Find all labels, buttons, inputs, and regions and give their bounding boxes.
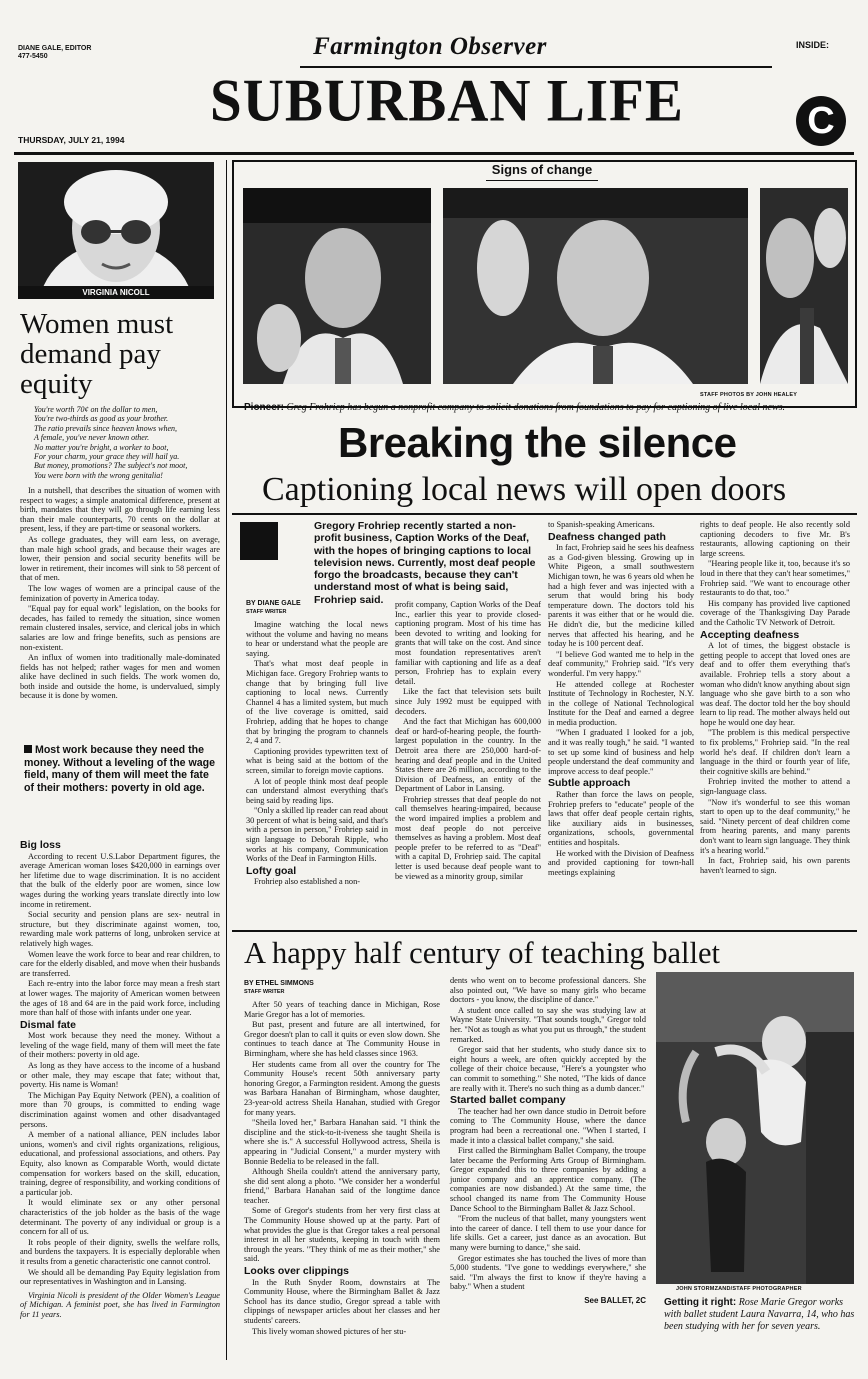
poem-line: You're two-thirds as good as your brother. (34, 414, 169, 424)
paragraph: In fact, Frohriep said he sees his deafness as a God-given blessing. Growing up in White Pigeon, a small southwestern Michigan town, he was 6 years old when he had a high fever and was injected with a serum that would bring his body temperature down. The doctors told his parents it was either that or he would die. He didn't die, but the medicine killed nerves that affected his hearing, and he today he is 100 percent deaf. (548, 543, 694, 649)
paragraph: His company has provided live captioned coverage of the Thanksgiving Day Parade and the Catholic TV Network of Detroit. (700, 598, 850, 627)
paragraph: A member of a national alliance, PEN includes labor unions, women's and civil rights organizations, religious, educational, and professional associations, and others. Pay Equity, also known as Comparable Worth, would dictate compensation for workers based on the skill, education, training, degree of responsibility, and working conditions of a particular job. (20, 1130, 220, 1197)
pullquote-text: Most work because they need the money. Without a leveling of the wage field, many of them will meet the fate of their mothers: poverty in old age. (24, 744, 216, 794)
column-subhead: Dismal fate (20, 1018, 77, 1031)
paragraph: Women leave the work force to bear and rear children, to care for the elderly disabled, and move when their husbands are transferred. (20, 949, 220, 978)
paragraph: Most work because they need the money. Without a leveling of the wage field, many of them will meet the fate of their mothers: poverty in old age. (20, 1031, 220, 1060)
paragraph: to Spanish-speaking Americans. (548, 520, 655, 529)
deaf-subheadline: Captioning local news will open doors (262, 471, 787, 508)
paragraph: A student once called to say she was studying law at Wayne State University. "That sounds tough," Gregor told her. "Not as tough as what you put us through," the student remarked. (450, 1005, 646, 1044)
columnist-name-bar: VIRGINIA NICOLL (18, 286, 214, 299)
ballet-column-2 (450, 976, 646, 1306)
paragraph: As long as they have access to the income of a husband or other male, they may escape that fate; without that, poverty. His name is Woman! (20, 1061, 220, 1090)
columnist-portrait-illustration (18, 162, 214, 298)
masthead-bottom-rule (14, 152, 854, 155)
ballet-caption (664, 1297, 858, 1333)
deaf-column-3 (548, 520, 694, 878)
paragraph: Frohriep stresses that deaf people do not call themselves hearing-impaired, because the word impaired implies a problem and most deaf people do not perceive themselves as having a problem. Most deaf people prefer to be referred to as "Deaf" with a capital D, Frohriep said. The capital letter is used because deaf people want to be viewed as a minority group, similar (395, 794, 541, 881)
paragraph: "Now it's wonderful to see this woman start to open up to the deaf community," he said. "Ninety percent of deaf children come from hearing parents, and many parents don't want to learn sign language. They think it's a hearing world." (700, 797, 850, 855)
photo-credit: STAFF PHOTOS BY JOHN HEALEY (700, 392, 798, 398)
caption-text: Rose Marie Gregor works with ballet student Laura Navarra, 14, who has been studying with her for seven years. (664, 1297, 855, 1332)
ballet-lesson-illustration (656, 972, 854, 1284)
poem-line: A female, you've never known other. (34, 433, 150, 443)
paragraph: "Sheila loved her," Barbara Hanahan said. "I think the discipline and the stick-to-it-iveness she taught Sheila is where she is." A successful Hollywood actress, Sheila is appearing in "Judicial Consent," a murder mystery with Bonnie Bedelia to be released in the fall. (244, 1118, 440, 1166)
paragraph: A lot of times, the biggest obstacle is getting people to accept that loved ones are deaf and to offer them everything that's available. Frohriep tells a story about a woman who didn't know anything about sign language who she gave birth to a son who was deaf. The doctor told her the boy should learn to lip read. The mother always held out hope he would one day hear. (700, 641, 850, 727)
paragraph: Rather than force the laws on people, Frohriep prefers to "educate" people of the laws that offer deaf people certain rights, like auxiliary aids in businesses, organizations, schools, governmental entities and hospitals. (548, 790, 694, 847)
column-pullquote (24, 744, 220, 794)
paragraph: A lot of people think most deaf people can understand almost everything that's being said by reading lips. (246, 776, 388, 805)
paragraph: That's what most deaf people in Michigan face. Gregory Frohriep wants to change that by bringing full live captioning to local news. Currently Channel 4 has a limited system, but much of the live coverage is omitted, said Frohriep, adding that he hopes to change that by bringing the program to channels 2, 4 and 7. (246, 659, 388, 746)
paragraph: Gregor said that her students, who study dance six to eight hours a week, are often quickly accepted by the college of their choice because, "Here's a youngster who can commit to something." She noted, "The kids of dance are really with it. There's no such thing as a dumb dancer." (450, 1045, 646, 1093)
paragraph: The teacher had her own dance studio in Detroit before coming to The Community House, where the dance program had been a recreational one. "When I started, I made it into a classical ballet company," she said. (450, 1106, 646, 1145)
ballet-byline: BY ETHEL SIMMONS STAFF WRITER (244, 980, 314, 995)
signing-photo-illustration (243, 188, 431, 384)
column-body-1 (20, 486, 220, 702)
deaf-column-2 (395, 600, 541, 882)
ballet-photo (656, 972, 854, 1284)
paragraph: rights to deaf people. He also recently sold captioning decoders to five Mr. B's restaurants, allowing captioning on their large screens. (700, 520, 850, 558)
paragraph: The low wages of women are a principal cause of the feminization of poverty in America today. (20, 583, 220, 603)
paragraph: Each re-entry into the labor force may mean a fresh start at lower wages. The majority of American women between the ages of 18 and 64 are in the paid work force, including more than half of those with infants under one year. (20, 979, 220, 1018)
paragraph: "Equal pay for equal work" legislation, on the books for decades, has failed to remedy the situation, since women remain clustered insales, service, and clerical jobs in which salaries are low and fringe benefits, such as pensions are non-existent. (20, 604, 220, 652)
editor-phone: 477-5450 (18, 53, 48, 60)
paragraph: profit company, Caption Works of the Deaf Inc., earlier this year to provide closed-captioning program. Most of his time has been devoted to writing and looking for grants that will take on the cost. And since most foundation representatives aren't familiar with captioning and life as a deaf person, Frohriep has to explain every detail. (395, 600, 541, 686)
paragraph: dents who went on to become professional dancers. She also pointed out, "We have so many girls who became doctors - you know, the discipline of dance." (450, 976, 646, 1005)
deck-square-icon (240, 522, 278, 560)
caption-label: Getting it right: (664, 1297, 737, 1308)
paragraph: "I believe God wanted me to help in the deaf community," Frohriep said. "It's very wonderful. I'm very happy." (548, 649, 694, 678)
paragraph: Imagine watching the local news without the volume and having no means to hear or understand what the people are saying. (246, 620, 388, 658)
jump-text: See BALLET, 2C (584, 1296, 646, 1305)
deaf-headline: Breaking the silence (338, 419, 737, 466)
ballet-headline: A happy half century of teaching ballet (244, 936, 720, 970)
paragraph: "Only a skilled lip reader can read about 30 percent of what is being said, and that's with a person in person," Frohriep said in sign language to Deborah Ripple, who works at his company, Communication Works of the Deaf in Farmington Hills. (246, 806, 389, 864)
section-title: SUBURBAN LIFE (210, 67, 684, 135)
photo-frohriep-3 (760, 188, 848, 384)
paper-name: Farmington Observer (313, 33, 547, 60)
paragraph: Like the fact that television sets built since July 1992 must be equipped with decoders. (395, 687, 541, 716)
photo-caption (244, 402, 849, 414)
ballet-top-rule (232, 930, 857, 932)
photo-strip-banner: Signs of change (486, 162, 598, 177)
pullquote-square-icon (24, 745, 32, 753)
paragraph: Frohriep also established a non- (254, 877, 360, 887)
poem-line: For your charm, your grace they will hail ya. (34, 452, 180, 462)
caption-text: Greg Frohriep has begun a nonprofit company to solicit donations from foundations to pay for captioning of live local news. (286, 402, 786, 413)
deaf-column-1 (246, 600, 388, 888)
column-footer: Virginia Nicoli is president of the Older Women's League of Michigan. A feminist poet, she has lived in Farmington for 11 years. (20, 1290, 220, 1319)
poem-line: You're worth 70¢ on the dollar to men, (34, 405, 158, 414)
column-headline: Women must demand pay equity (20, 308, 174, 400)
paragraph: "Hearing people like it, too, because it's so loud in there that they can't hear sometimes," Frohriep said. "We want to encourage other restaurants to do that, too." (700, 559, 850, 598)
paragraph: "The problem is this medical perspective to fix problems," Frohriep said. "In the real world he's deaf. If children don't learn a language in the third or fourth year of life, their cognitive skills are behind." (700, 728, 850, 776)
paragraph: As college graduates, they will earn less, on average, than male high school grads, and because their wages are lower, their pension and social security benefits will be lower in retirement, their incomes will sink to 58 percent of that of men. (20, 534, 220, 583)
poem-line: The ratio prevails since heaven knows when, (34, 423, 178, 433)
paragraph: After 50 years of teaching dance in Michigan, Rose Marie Gregor has a lot of memories. (244, 1000, 440, 1019)
paragraph: Some of Gregor's students from her very first class at The Community House showed up at the party. Part of what provides the glue is that Gregor takes a real personal interest in all her students, keeping in touch with them through the years. "They think of me as their mother," she said. (244, 1206, 440, 1264)
paragraph: And the fact that Michigan has 600,000 deaf or hard-of-hearing people, the fourth-largest population in the country. In the Detroit area there are 250,000 hard-of-hearing and deaf people and in the United States there are 26 million, according to the Division of Deafness, an entity of the Department of Labor in Lansing. (395, 717, 541, 794)
issue-date: THURSDAY, JULY 21, 1994 (18, 135, 125, 145)
paragraph: Her students came from all over the country for The Community House's recent 50th anniversary party honoring Gregor, a Farmington resident. Among the guests was Barbara Hanahan of Birmingham, whose daughter, 23-year-old actress Sheila Hanahan, studied with Gregor for many years. (244, 1059, 440, 1117)
paragraph: He worked with the Division of Deafness and provided captioning for town-hall meetings explaining (548, 848, 694, 877)
banner-underline (486, 180, 598, 181)
paragraph: In a nutshell, that describes the situation of women with respect to wages; a simple anatomical difference, present at birth, mandates that they will go through life earning less than their male counterparts, 70 cents on the dollar at present, less, if they are part-time or seasonal workers. (20, 486, 220, 534)
photo-frohriep-1 (243, 188, 431, 384)
column-poem (34, 405, 214, 480)
paragraph: Social security and pension plans are sex- neutral in structure, but they discriminate against women, too, rewarding male work patterns of long, unbroken service at relatively high wages. (20, 910, 220, 948)
headline-rule (232, 513, 857, 515)
paragraph: "When I graduated I looked for a job, and it was really tough," he said. "I wanted to set up some kind of business and help people understand the deaf community and improve access to deaf people." (548, 728, 694, 776)
paragraph: In the Ruth Snyder Room, downstairs at The Community House, where the Birmingham Ballet & Jazz School has its dance studio, Gregor spread a table with clippings of newspaper articles about her classes and her students' careers. (244, 1277, 440, 1325)
paragraph: Gregor estimates she has touched the lives of more than 5,000 students. "I've gone to weddings everywhere," she said. "I'm always the first to know if they're having a baby." When a student (450, 1253, 646, 1292)
editor-name: DIANE GALE, EDITOR (18, 45, 92, 52)
paragraph: But past, present and future are all intertwined, for Gregor doesn't plan to call it quits or even slow down. She continues to teach dance at The Community House in Birmingham, where she has held classes since 1963. (244, 1020, 440, 1058)
caption-label: Pioneer: (244, 402, 285, 413)
signing-photo-illustration (443, 188, 748, 384)
poem-line: You were born with the wrong genitalia! (34, 470, 163, 480)
paragraph: Although Sheila couldn't attend the anniversary party, she did sent along a photo. "We consider her a wonderful friend," Barbara Hanahan said of the longtime dance teacher. (244, 1167, 440, 1205)
paragraph: It would eliminate sex or any other personal characteristics of the job holder as the basis of the wage determinant. The poverty of any individual or group is a concern for all of us. (20, 1198, 220, 1237)
columnist-photo (18, 162, 214, 298)
paragraph: First called the Birmingham Ballet Company, the troupe later became the Performing Arts Group of Birmingham. Gregor expanded this to three companies by adding a junior company and an apprentice company. (The companies are now disbanded.) At the same time, the school changed its name from The Community House Dance School to the Birmingham Ballet & Jazz School. (450, 1146, 646, 1213)
deaf-subhead: Subtle approach (548, 777, 631, 790)
deaf-subhead: Deafness changed path (548, 530, 666, 543)
paragraph: He attended college at Rochester Institute of Technology in Rochester, N.Y. in the college of National Technological Institute for the Deaf and earned a degree in media production. (548, 679, 694, 727)
paragraph: According to recent U.S.Labor Department figures, the average American woman loses $420,000 in earnings over her lifetime due to wage discrimination. It is no accident that the bulk of the elderly poor are women, since low wages during the working years translate directly into low income in retirement. (20, 851, 220, 909)
deaf-subhead: Accepting deafness (700, 628, 800, 641)
jump-line (450, 1296, 646, 1306)
column-body-2 (20, 838, 220, 1321)
photo-frohriep-2 (443, 188, 748, 384)
column-subhead: Big loss (20, 839, 61, 851)
paragraph: An influx of women into traditionally male-dominated fields has not helped; rather wages for men and women alike have declined in such fields. The work women do, both inside and outside the home, is undervalued, simply because it is done by women. (20, 653, 220, 701)
deaf-deck: Gregory Frohriep recently started a non-profit business, Caption Works of the Deaf, with the hopes of bringing captions to local television news. Currently, most deaf people forgo the broadcasts, because they can't understand most of what is being said, Frohriep said. (314, 520, 536, 606)
deaf-subhead: Lofty goal (246, 864, 297, 877)
ballet-subhead: Started ballet company (450, 1094, 566, 1107)
inside-label: INSIDE: (796, 40, 830, 50)
paragraph: Frohriep invited the mother to attend a sign-language class. (700, 777, 850, 797)
paragraph: The Michigan Pay Equity Network (PEN), a coalition of more than 70 groups, is committed to ending wage discrimination against women and other disadvantaged persons. (20, 1090, 220, 1129)
deaf-column-4 (700, 520, 850, 876)
section-letter-badge: C (796, 96, 846, 146)
column-divider (226, 160, 227, 1360)
paragraph: Captioning provides typewritten text of what is being said at the bottom of the screen, similar to foreign movie captions. (246, 746, 388, 775)
paragraph: We should all be demanding Pay Equity legislation from our representatives in Washington and in Lansing. (20, 1267, 220, 1287)
signing-photo-illustration (760, 188, 848, 384)
ballet-photo-credit: JOHN STORMZAND/STAFF PHOTOGRAPHER (676, 1286, 802, 1292)
paragraph: In fact, Frohriep said, his own parents haven't learned to sign. (700, 856, 850, 875)
poem-line: But money, promotions? The subject's not moot, (34, 461, 188, 471)
poem-line: No matter you're bright, a worker to boot, (34, 442, 169, 452)
deaf-byline: BY DIANE GALE STAFF WRITER (246, 600, 301, 615)
editor-credit (18, 45, 91, 61)
paragraph: This lively woman showed pictures of her stu- (252, 1326, 407, 1336)
ballet-column-1 (244, 980, 440, 1337)
paragraph: "From the nucleus of that ballet, many youngsters went into the career of dance. I tell them to use your dance for life skills. Get a career, just dance as an avocation. But many were burning to dance," she said. (450, 1214, 646, 1253)
paragraph: It robs people of their dignity, swells the welfare rolls, and burdens the taxpayers. It is especially deplorable when it results from a genetic characteristic one cannot control. (20, 1237, 220, 1266)
ballet-subhead: Looks over clippings (244, 1265, 350, 1278)
